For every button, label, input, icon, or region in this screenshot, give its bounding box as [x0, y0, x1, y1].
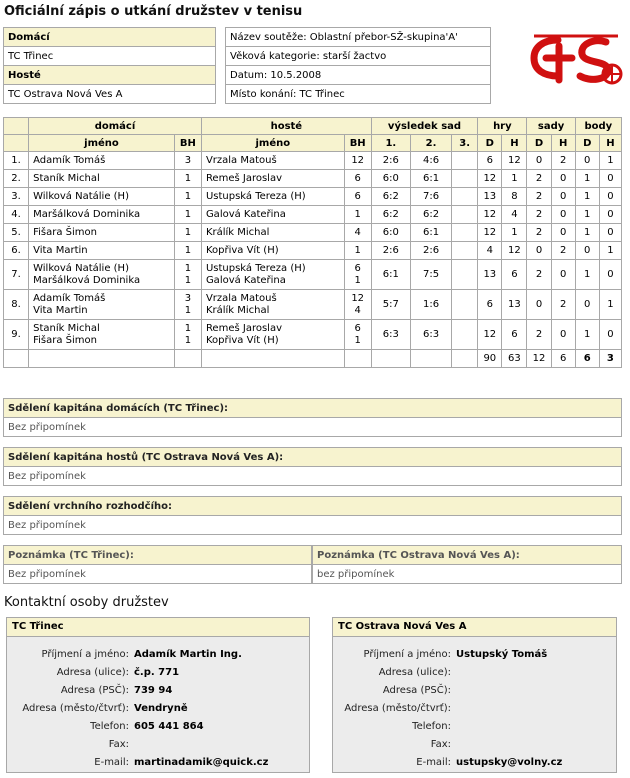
match-number: 5. [4, 224, 29, 242]
page-title: Oficiální zápis o utkání družstev v tenisu [4, 4, 303, 19]
away-bh-second: 1 [354, 274, 361, 286]
set-3-score [452, 260, 478, 290]
away-bh-second: 1 [354, 334, 361, 346]
away-contact-box [332, 617, 617, 773]
away-bh: 4 [344, 224, 371, 242]
contact-name-label: Příjmení a jméno: [41, 649, 129, 660]
home-bh-second: 1 [184, 274, 192, 286]
set-2-score: 6:1 [410, 170, 451, 188]
match-row [4, 320, 622, 350]
home-captain-note-label: Sdělení kapitána domácích (TC Třinec): [4, 399, 622, 418]
away-team: TC Ostrava Nová Ves A [4, 85, 216, 104]
set-1-score: 6:0 [371, 224, 410, 242]
home-player-first: Wilková Natálie (H) [33, 262, 129, 274]
points-h: 0 [599, 206, 621, 224]
away-bh [344, 260, 371, 290]
away-player: Králík Michal [201, 224, 344, 242]
away-player-first: Ustupská Tereza (H) [205, 262, 306, 274]
home-bh [174, 290, 201, 320]
contact-phone-label: Telefon: [412, 721, 451, 732]
header-away: hosté [201, 118, 371, 135]
header-sets: sady [527, 118, 575, 135]
home-contact-zip: 739 94 [134, 685, 173, 696]
match-info-table [225, 27, 491, 104]
games-d: 6 [478, 152, 502, 170]
subheader-sets-d: D [527, 135, 551, 152]
points-d: 1 [575, 206, 599, 224]
away-contact-email: ustupsky@volny.cz [456, 757, 563, 768]
match-number: 6. [4, 242, 29, 260]
home-player-second: Maršálková Dominika [33, 274, 141, 286]
match-number: 9. [4, 320, 29, 350]
home-bh: 1 [174, 224, 201, 242]
points-d: 1 [575, 170, 599, 188]
sets-h: 2 [551, 152, 575, 170]
away-captain-note-label: Sdělení kapitána hostů (TC Ostrava Nová Ves A): [4, 448, 622, 467]
set-1-score: 6:1 [371, 260, 410, 290]
games-d: 13 [478, 188, 502, 206]
away-contact-zip-row [333, 683, 616, 699]
away-contact-team: TC Ostrava Nová Ves A [333, 618, 616, 637]
away-bh: 6 [344, 170, 371, 188]
header-home: domácí [29, 118, 202, 135]
points-h: 1 [599, 242, 621, 260]
sets-d: 0 [527, 152, 551, 170]
sets-h: 2 [551, 242, 575, 260]
home-contact-city: Vendryně [134, 703, 188, 714]
match-row [4, 224, 622, 242]
header-blank [4, 118, 29, 135]
away-contact-street-row [333, 665, 616, 681]
set-1-score: 6:3 [371, 320, 410, 350]
sets-h: 0 [551, 206, 575, 224]
home-player: Staník Michal [29, 170, 175, 188]
set-1-score: 5:7 [371, 290, 410, 320]
set-1-score: 2:6 [371, 242, 410, 260]
home-team-note [3, 545, 312, 584]
contact-email-label: E-mail: [416, 757, 451, 768]
home-contact-city-row [11, 701, 309, 717]
games-d: 12 [478, 206, 502, 224]
points-h: 0 [599, 260, 621, 290]
competition-name: Název soutěže: Oblastní přebor-SŽ-skupina'A' [226, 28, 491, 47]
away-bh [344, 320, 371, 350]
away-player [201, 320, 344, 350]
home-bh: 1 [174, 188, 201, 206]
header-set-result: výsledek sad [371, 118, 478, 135]
set-3-score [452, 206, 478, 224]
contact-street-label: Adresa (ulice): [378, 667, 451, 678]
away-player: Kopřiva Vít (H) [201, 242, 344, 260]
away-label: Hosté [4, 66, 216, 85]
home-team-note-text: Bez připomínek [4, 565, 312, 584]
contact-city-label: Adresa (město/čtvrť): [344, 703, 451, 714]
points-d: 0 [575, 242, 599, 260]
set-1-score: 6:2 [371, 206, 410, 224]
sets-d: 2 [527, 260, 551, 290]
home-bh-second: 1 [184, 304, 192, 316]
games-d: 12 [478, 224, 502, 242]
set-2-score: 6:1 [410, 224, 451, 242]
home-player-second: Vita Martin [33, 304, 88, 316]
subheader-away-bh: BH [344, 135, 371, 152]
subheader-set-2: 2. [410, 135, 451, 152]
games-h: 13 [502, 290, 527, 320]
points-d: 0 [575, 152, 599, 170]
home-captain-note [3, 398, 622, 437]
home-contact-street-row [11, 665, 309, 681]
sets-d: 0 [527, 290, 551, 320]
home-team: TC Třinec [4, 47, 216, 66]
sets-h: 0 [551, 260, 575, 290]
away-contact-name: Ustupský Tomáš [456, 649, 548, 660]
home-contact-fax-row [11, 737, 309, 753]
games-d: 13 [478, 260, 502, 290]
contact-zip-label: Adresa (PSČ): [382, 685, 451, 696]
home-bh: 1 [174, 170, 201, 188]
set-3-score [452, 170, 478, 188]
contact-street-label: Adresa (ulice): [56, 667, 129, 678]
home-player: Fišara Šimon [29, 224, 175, 242]
subheader-blank [4, 135, 29, 152]
away-bh: 1 [344, 206, 371, 224]
points-d: 0 [575, 290, 599, 320]
away-player-first: Remeš Jaroslav [205, 322, 282, 334]
away-bh [344, 290, 371, 320]
away-team-note-label: Poznámka (TC Ostrava Nová Ves A): [313, 546, 622, 565]
club-logo [528, 30, 624, 86]
away-player: Remeš Jaroslav [201, 170, 344, 188]
sets-d: 2 [527, 320, 551, 350]
match-number: 7. [4, 260, 29, 290]
home-player: Adamík Tomáš [29, 152, 175, 170]
total-points-d: 6 [575, 350, 599, 368]
home-bh: 3 [174, 152, 201, 170]
home-contact-phone: 605 441 864 [134, 721, 204, 732]
away-player-second: Kopřiva Vít (H) [205, 334, 279, 346]
home-label: Domácí [4, 28, 216, 47]
away-player: Ustupská Tereza (H) [201, 188, 344, 206]
sets-d: 2 [527, 206, 551, 224]
subheader-home-name: jméno [29, 135, 175, 152]
sets-h: 0 [551, 188, 575, 206]
contact-fax-label: Fax: [108, 739, 129, 750]
home-player: Vita Martin [29, 242, 175, 260]
subheader-points-d: D [575, 135, 599, 152]
match-number: 1. [4, 152, 29, 170]
match-number: 4. [4, 206, 29, 224]
set-3-score [452, 242, 478, 260]
sets-h: 0 [551, 170, 575, 188]
subheader-games-d: D [478, 135, 502, 152]
subheader-set-1: 1. [371, 135, 410, 152]
set-1-score: 6:2 [371, 188, 410, 206]
header-games: hry [478, 118, 527, 135]
points-d: 1 [575, 320, 599, 350]
results-table [3, 117, 622, 368]
match-row [4, 152, 622, 170]
away-contact-phone-row [333, 719, 616, 735]
away-player-first: Vrzala Matouš [205, 292, 277, 304]
match-row [4, 260, 622, 290]
sets-d: 2 [527, 170, 551, 188]
home-contact-name-row [11, 647, 309, 663]
match-number: 3. [4, 188, 29, 206]
subheader-home-bh: BH [174, 135, 201, 152]
away-contact-email-row [333, 755, 616, 771]
totals-row [4, 350, 622, 368]
total-games-d: 90 [478, 350, 502, 368]
match-row [4, 242, 622, 260]
set-2-score: 7:5 [410, 260, 451, 290]
set-3-score [452, 290, 478, 320]
set-3-score [452, 224, 478, 242]
contact-fax-label: Fax: [430, 739, 451, 750]
subheader-sets-h: H [551, 135, 575, 152]
away-contact-city-row [333, 701, 616, 717]
contact-name-label: Příjmení a jméno: [363, 649, 451, 660]
home-bh [174, 260, 201, 290]
points-h: 0 [599, 170, 621, 188]
total-sets-h: 6 [551, 350, 575, 368]
home-bh: 1 [174, 206, 201, 224]
games-h: 12 [502, 152, 527, 170]
away-player [201, 290, 344, 320]
home-bh: 1 [174, 242, 201, 260]
set-2-score: 7:6 [410, 188, 451, 206]
referee-note-text: Bez připomínek [4, 516, 622, 535]
home-captain-note-text: Bez připomínek [4, 418, 622, 437]
home-contact-phone-row [11, 719, 309, 735]
referee-note [3, 496, 622, 535]
home-bh [174, 320, 201, 350]
match-date: Datum: 10.5.2008 [226, 66, 491, 85]
match-row [4, 290, 622, 320]
contact-zip-label: Adresa (PSČ): [60, 685, 129, 696]
match-row [4, 188, 622, 206]
games-d: 6 [478, 290, 502, 320]
home-player [29, 320, 175, 350]
home-player-second: Fišara Šimon [33, 334, 97, 346]
games-d: 12 [478, 320, 502, 350]
teams-table [3, 27, 216, 104]
games-h: 6 [502, 260, 527, 290]
set-2-score: 2:6 [410, 242, 451, 260]
set-1-score: 2:6 [371, 152, 410, 170]
home-team-note-label: Poznámka (TC Třinec): [4, 546, 312, 565]
home-bh-first: 1 [184, 262, 192, 274]
match-number: 8. [4, 290, 29, 320]
home-contact-team: TC Třinec [7, 618, 309, 637]
home-contact-name: Adamík Martin Ing. [134, 649, 242, 660]
set-3-score [452, 152, 478, 170]
away-team-note [312, 545, 622, 584]
points-d: 1 [575, 188, 599, 206]
home-bh-first: 3 [184, 292, 192, 304]
total-points-h: 3 [599, 350, 621, 368]
games-d: 12 [478, 170, 502, 188]
away-player: Galová Kateřina [201, 206, 344, 224]
header-points: body [575, 118, 621, 135]
home-contact-zip-row [11, 683, 309, 699]
match-number: 2. [4, 170, 29, 188]
contact-phone-label: Telefon: [90, 721, 129, 732]
match-row [4, 206, 622, 224]
subheader-set-3: 3. [452, 135, 478, 152]
away-bh-first: 6 [354, 262, 361, 274]
sets-h: 0 [551, 224, 575, 242]
away-contact-name-row [333, 647, 616, 663]
points-h: 0 [599, 224, 621, 242]
games-h: 1 [502, 224, 527, 242]
sets-d: 2 [527, 224, 551, 242]
sets-h: 0 [551, 320, 575, 350]
sets-d: 0 [527, 242, 551, 260]
away-bh-first: 12 [351, 292, 365, 304]
age-category: Věková kategorie: starší žactvo [226, 47, 491, 66]
away-bh: 6 [344, 188, 371, 206]
points-h: 1 [599, 152, 621, 170]
away-bh-second: 4 [354, 304, 361, 316]
away-contact-fax-row [333, 737, 616, 753]
away-team-note-text: bez připomínek [313, 565, 622, 584]
away-player: Vrzala Matouš [201, 152, 344, 170]
home-player-first: Adamík Tomáš [33, 292, 106, 304]
sets-d: 2 [527, 188, 551, 206]
sets-h: 2 [551, 290, 575, 320]
games-h: 4 [502, 206, 527, 224]
set-3-score [452, 320, 478, 350]
home-contact-email: martinadamik@quick.cz [134, 757, 269, 768]
set-2-score: 6:2 [410, 206, 451, 224]
home-bh-second: 1 [184, 334, 192, 346]
games-h: 12 [502, 242, 527, 260]
contact-city-label: Adresa (město/čtvrť): [22, 703, 129, 714]
points-d: 1 [575, 260, 599, 290]
home-player [29, 290, 175, 320]
home-bh-first: 1 [184, 322, 192, 334]
set-1-score: 6:0 [371, 170, 410, 188]
away-player-second: Králík Michal [205, 304, 270, 316]
contacts-title: Kontaktní osoby družstev [4, 595, 169, 610]
points-h: 1 [599, 290, 621, 320]
subheader-games-h: H [502, 135, 527, 152]
away-captain-note [3, 447, 622, 486]
match-row [4, 170, 622, 188]
total-games-h: 63 [502, 350, 527, 368]
away-player [201, 260, 344, 290]
away-captain-note-text: Bez připomínek [4, 467, 622, 486]
away-bh-first: 6 [354, 322, 361, 334]
set-3-score [452, 188, 478, 206]
match-venue: Místo konání: TC Třinec [226, 85, 491, 104]
games-h: 6 [502, 320, 527, 350]
games-h: 8 [502, 188, 527, 206]
home-contact-street: č.p. 771 [134, 667, 180, 678]
games-h: 1 [502, 170, 527, 188]
away-bh: 1 [344, 242, 371, 260]
referee-note-label: Sdělení vrchního rozhodčího: [4, 497, 622, 516]
home-contact-email-row [11, 755, 309, 771]
away-player-second: Galová Kateřina [205, 274, 286, 286]
home-player-first: Staník Michal [33, 322, 100, 334]
home-player [29, 260, 175, 290]
subheader-points-h: H [599, 135, 621, 152]
home-contact-box [6, 617, 310, 773]
set-2-score: 4:6 [410, 152, 451, 170]
set-2-score: 6:3 [410, 320, 451, 350]
set-2-score: 1:6 [410, 290, 451, 320]
home-player: Wilková Natálie (H) [29, 188, 175, 206]
points-d: 1 [575, 224, 599, 242]
home-player: Maršálková Dominika [29, 206, 175, 224]
games-d: 4 [478, 242, 502, 260]
subheader-away-name: jméno [201, 135, 344, 152]
points-h: 0 [599, 188, 621, 206]
points-h: 0 [599, 320, 621, 350]
contact-email-label: E-mail: [94, 757, 129, 768]
total-sets-d: 12 [527, 350, 551, 368]
away-bh: 12 [344, 152, 371, 170]
